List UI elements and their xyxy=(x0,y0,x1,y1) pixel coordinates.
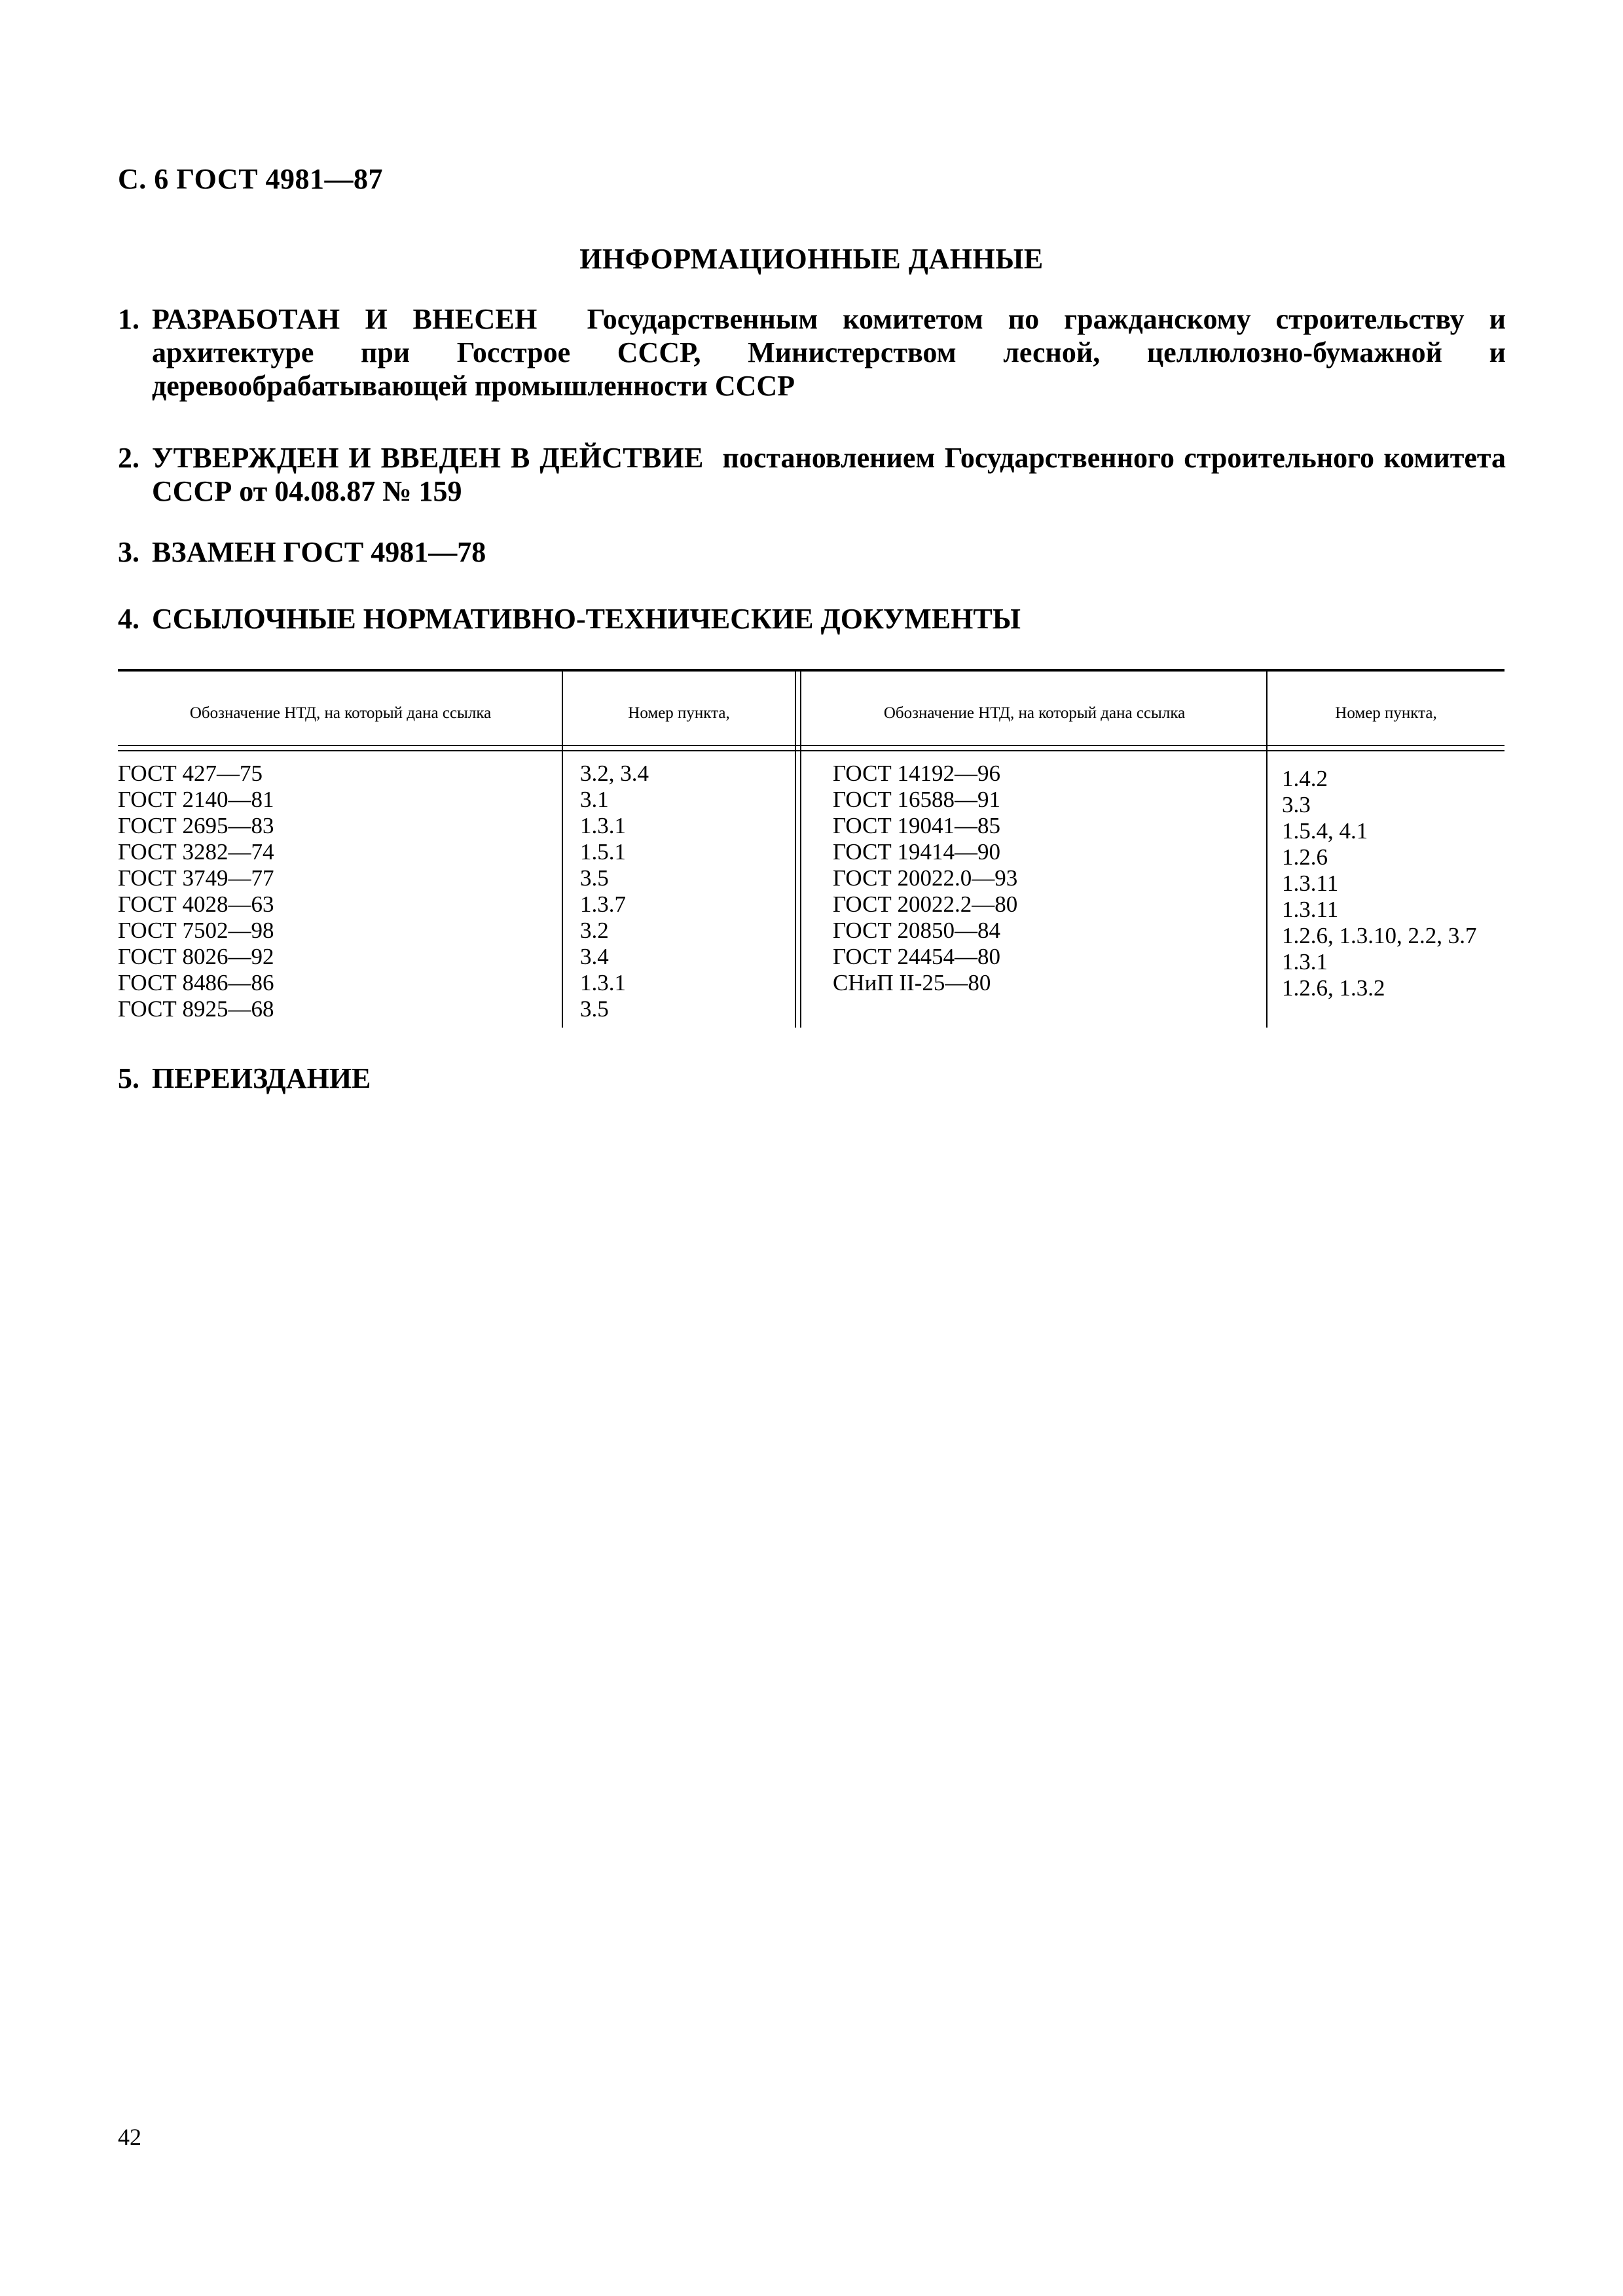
header-item-right: Номер пункта, xyxy=(1335,704,1437,722)
table-cell: 1.3.7 xyxy=(580,891,626,917)
table-cell: 3.3 xyxy=(1282,792,1311,817)
column-doc-left xyxy=(118,761,274,1022)
table-cell: ГОСТ 20022.2—80 xyxy=(833,891,1018,917)
column-doc-right xyxy=(833,761,1017,996)
table-cell: ГОСТ 8925—68 xyxy=(118,996,274,1022)
item-number: 2. xyxy=(118,442,139,474)
table-cell: ГОСТ 2140—81 xyxy=(118,787,274,812)
table-cell: ГОСТ 20022.0—93 xyxy=(833,865,1018,891)
table-cell: ГОСТ 8026—92 xyxy=(118,944,274,969)
item-number: 5. xyxy=(118,1062,139,1094)
table-cell: 1.3.1 xyxy=(1282,949,1328,975)
table-cell: ГОСТ 19041—85 xyxy=(833,813,1001,838)
table-cell: ГОСТ 7502—98 xyxy=(118,918,274,943)
table-cell: ГОСТ 3282—74 xyxy=(118,839,274,865)
table-cell: 3.5 xyxy=(580,865,609,891)
table-cell: 1.2.6, 1.3.10, 2.2, 3.7 xyxy=(1282,923,1477,948)
section-title: ИНФОРМАЦИОННЫЕ ДАННЫЕ xyxy=(579,243,1044,275)
header-doc-right: Обозначение НТД, на который дана ссылка xyxy=(883,704,1186,722)
item-lead: РАЗРАБОТАН И ВНЕСЕН xyxy=(152,303,538,335)
header-item-left: Номер пункта, xyxy=(628,704,730,722)
table-cell: 1.5.4, 4.1 xyxy=(1282,818,1368,844)
table-cell: 1.4.2 xyxy=(1282,766,1328,791)
item-text: ССЫЛОЧНЫЕ НОРМАТИВНО-ТЕХНИЧЕСКИЕ ДОКУМЕНТЫ xyxy=(152,603,1021,635)
table-cell: 3.1 xyxy=(580,787,609,812)
table-cell: 1.5.1 xyxy=(580,839,626,865)
table-cell: ГОСТ 427—75 xyxy=(118,761,263,786)
table-cell: ГОСТ 20850—84 xyxy=(833,918,1001,943)
table-cell: СНиП II-25—80 xyxy=(833,970,991,996)
table-cell: ГОСТ 4028—63 xyxy=(118,891,274,917)
item-lead: УТВЕРЖДЕН И ВВЕДЕН В ДЕЙСТВИЕ xyxy=(152,442,704,474)
reference-table xyxy=(118,669,1504,1028)
table-cell: 1.2.6, 1.3.2 xyxy=(1282,975,1385,1001)
table-cell: ГОСТ 24454—80 xyxy=(833,944,1001,969)
table-cell: 3.5 xyxy=(580,996,609,1022)
page-number: 42 xyxy=(118,2124,141,2150)
column-divider xyxy=(795,669,796,1028)
item-number: 1. xyxy=(118,303,139,335)
table-cell: 3.2, 3.4 xyxy=(580,761,649,786)
table-cell: 1.2.6 xyxy=(1282,844,1328,870)
table-cell: 1.3.11 xyxy=(1282,897,1339,922)
item-approved-by xyxy=(118,441,1506,508)
table-top-rule xyxy=(118,669,1504,672)
running-head: С. 6 ГОСТ 4981—87 xyxy=(118,163,384,195)
column-item-left xyxy=(580,761,649,1022)
header-doc-left: Обозначение НТД, на который дана ссылка xyxy=(189,704,492,722)
table-cell: 1.3.11 xyxy=(1282,870,1339,896)
column-divider xyxy=(800,669,801,1028)
item-replaces xyxy=(118,535,1506,569)
item-number: 4. xyxy=(118,603,139,635)
item-text: ВЗАМЕН ГОСТ 4981—78 xyxy=(152,536,486,568)
table-cell: ГОСТ 16588—91 xyxy=(833,787,1001,812)
table-cell: ГОСТ 3749—77 xyxy=(118,865,274,891)
item-text: Государственным комитетом по гражданскому строительству и архитектуре при Госстрое СССР, Министерством лесной, целлюлозно-бумажной и деревообрабатывающей промышленности СССР xyxy=(152,303,1506,402)
table-cell: ГОСТ 19414—90 xyxy=(833,839,1001,865)
item-developed-by xyxy=(118,302,1506,403)
table-cell: 1.3.1 xyxy=(580,813,626,838)
item-references xyxy=(118,602,1506,636)
table-cell: ГОСТ 8486—86 xyxy=(118,970,274,996)
table-cell: 1.3.1 xyxy=(580,970,626,996)
table-cell: 3.2 xyxy=(580,918,609,943)
column-item-right xyxy=(1282,766,1477,1001)
item-text: постановлением Государственного строительного комитета СССР от 04.08.87 № 159 xyxy=(152,442,1506,507)
table-cell: 3.4 xyxy=(580,944,609,969)
item-number: 3. xyxy=(118,536,139,568)
table-cell: ГОСТ 14192—96 xyxy=(833,761,1001,786)
table-cell: ГОСТ 2695—83 xyxy=(118,813,274,838)
table-header-rule xyxy=(118,750,1504,751)
table-header-rule xyxy=(118,745,1504,746)
item-reissue xyxy=(118,1062,1506,1095)
item-text: ПЕРЕИЗДАНИЕ xyxy=(152,1062,371,1094)
